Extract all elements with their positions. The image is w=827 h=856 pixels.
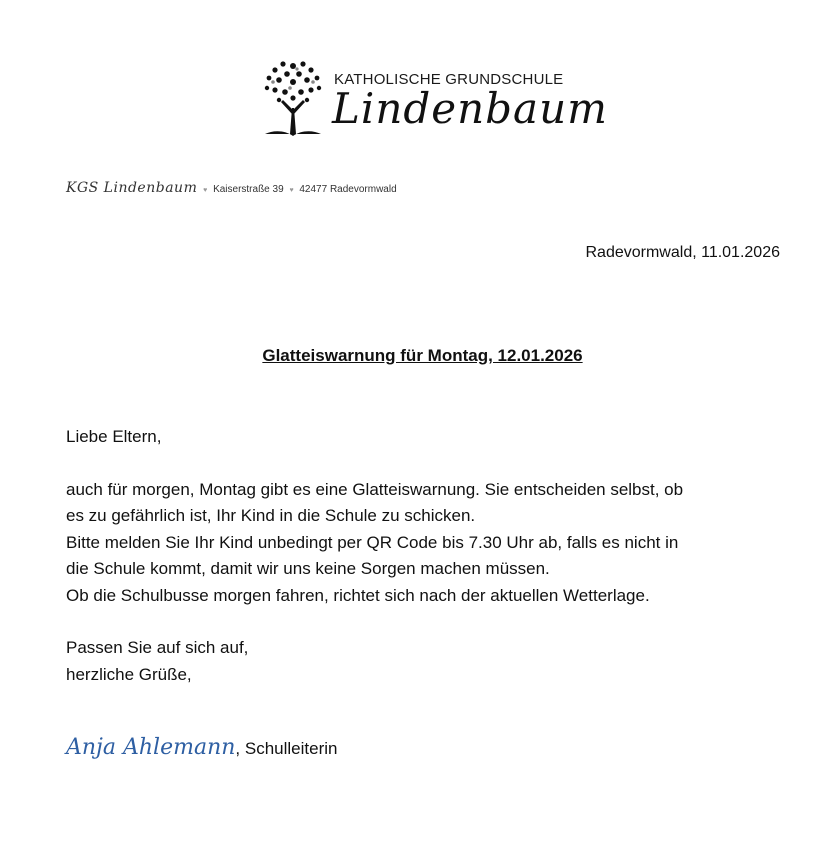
school-name: Lindenbaum xyxy=(332,84,608,133)
sender-street: Kaiserstraße 39 xyxy=(213,184,284,195)
letter-date: Radevormwald, 11.01.2026 xyxy=(585,244,780,261)
letter-body xyxy=(66,424,786,688)
closing-line: Passen Sie auf sich auf, xyxy=(66,638,249,657)
heart-icon: ♥ xyxy=(203,187,208,194)
paragraph-line: die Schule kommt, damit wir uns keine Sorgen machen müssen. xyxy=(66,559,550,578)
sender-address xyxy=(66,180,397,196)
sender-city: 42477 Radevormwald xyxy=(299,184,397,195)
greeting: Liebe Eltern, xyxy=(66,427,162,446)
signature-role: , Schulleiterin xyxy=(235,739,338,758)
paragraph-line: Bitte melden Sie Ihr Kind unbedingt per QR Code bis 7.30 Uhr ab, falls es nicht in xyxy=(66,532,679,552)
tree-hands-hearts-icon xyxy=(257,52,329,140)
letter-subject: Glatteiswarnung für Montag, 12.01.2026 xyxy=(262,346,583,365)
closing-line: herzliche Grüße, xyxy=(66,664,192,684)
school-type: KATHOLISCHE GRUNDSCHULE xyxy=(334,71,564,88)
heart-icon: ♥ xyxy=(289,187,294,194)
paragraph-line: es zu gefährlich ist, Ihr Kind in die Schule zu schicken. xyxy=(66,506,476,525)
signature xyxy=(66,735,337,760)
paragraph-line: auch für morgen, Montag gibt es eine Glatteiswarnung. Sie entscheiden selbst, ob xyxy=(66,479,684,499)
school-logo xyxy=(257,52,617,142)
paragraph-line: Ob die Schulbusse morgen fahren, richtet sich nach der aktuellen Wetterlage. xyxy=(66,585,650,605)
sender-name: KGS Lindenbaum xyxy=(66,180,198,196)
signature-name: Anja Ahlemann xyxy=(66,735,236,760)
